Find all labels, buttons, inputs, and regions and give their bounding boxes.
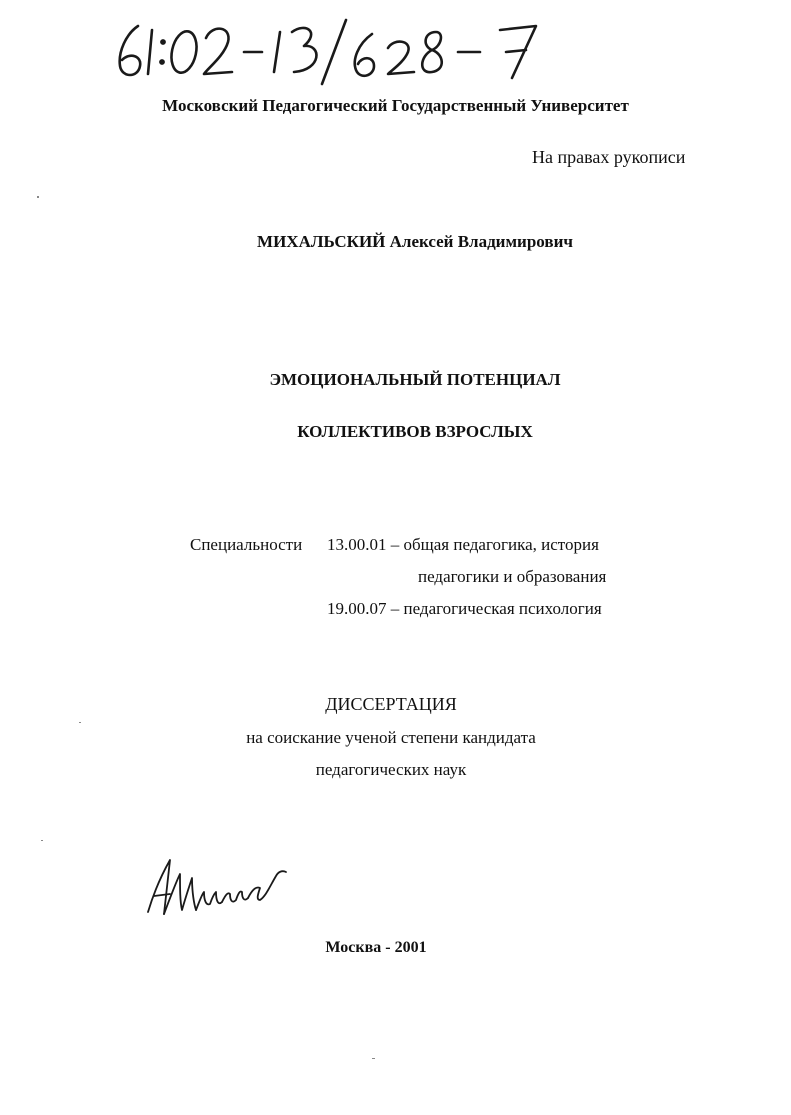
specialty-1-line-1: 13.00.01 – общая педагогика, история	[327, 535, 599, 554]
manuscript-note: На правах рукописи	[532, 147, 686, 167]
scan-speck	[372, 1058, 375, 1059]
title-line-2: КОЛЛЕКТИВОВ ВЗРОСЛЫХ	[297, 422, 533, 441]
specialties-label: Специальности	[190, 535, 303, 554]
dissertation-degree-line-2: педагогических наук	[315, 760, 467, 779]
author-signature	[140, 852, 290, 924]
city-and-year: Москва - 2001	[325, 939, 427, 956]
scan-speck	[41, 840, 43, 841]
author-name: МИХАЛЬСКИЙ Алексей Владимирович	[257, 232, 573, 251]
specialty-1-line-2: педагогики и образования	[418, 567, 607, 586]
dissertation-degree-line-1: на соискание ученой степени кандидата	[246, 728, 536, 747]
scan-speck	[37, 196, 39, 198]
university-name: Московский Педагогический Государственный Университет	[162, 96, 629, 115]
scan-speck	[79, 722, 81, 723]
handwritten-archive-code	[108, 12, 548, 90]
specialty-2: 19.00.07 – педагогическая психология	[327, 599, 602, 618]
title-line-1: ЭМОЦИОНАЛЬНЫЙ ПОТЕНЦИАЛ	[269, 370, 561, 389]
dissertation-heading: ДИССЕРТАЦИЯ	[325, 694, 457, 714]
